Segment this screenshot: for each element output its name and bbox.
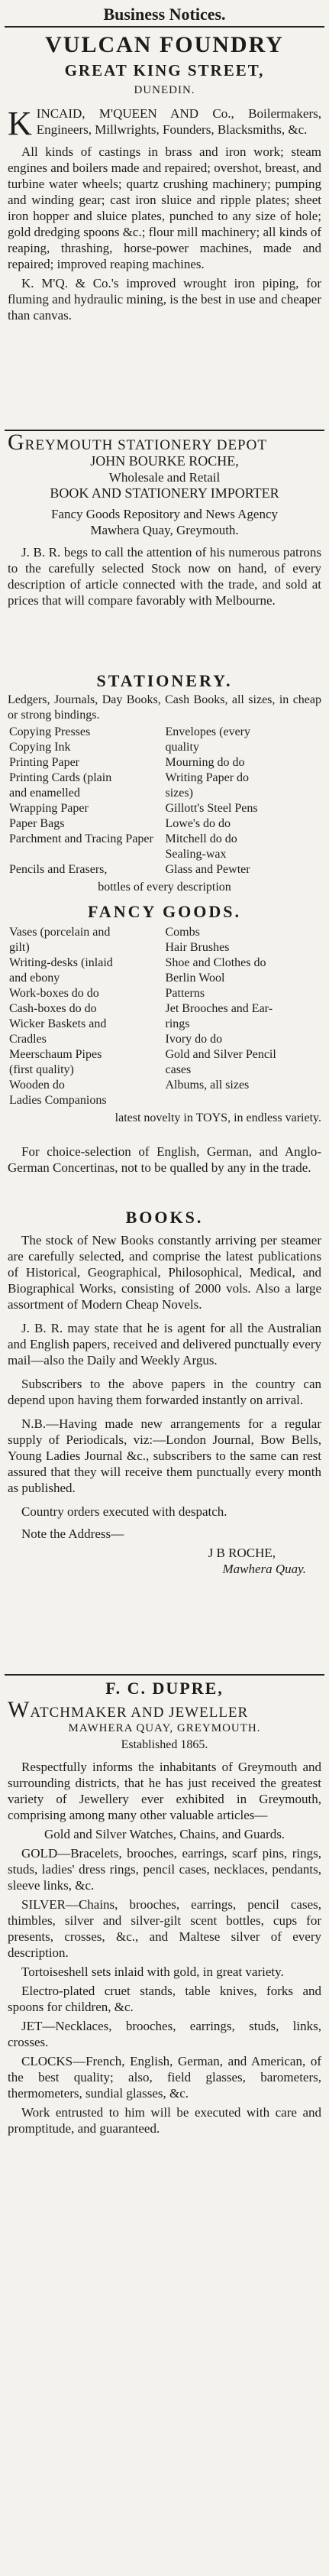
fancy-item: Writing-desks (inlaid: [9, 956, 113, 969]
stationery-row: [9, 801, 321, 816]
stationery-item: sizes): [165, 787, 193, 800]
stationery-item: Glass and Pewter: [165, 863, 250, 876]
fancy-item: Berlin Wool: [165, 972, 225, 985]
fancy-row: [9, 1032, 321, 1047]
stationery-row: [9, 847, 321, 862]
fancy-item: Cash-boxes do do: [9, 1002, 97, 1015]
dupre-silver: SILVER—Chains, brooches, earrings, pencil cases, thimbles, silver and silver-gilt scent bottles, cups for presents, crosses, &c., and Maltese silver of every description.: [8, 1897, 321, 1960]
dupre-established: Established 1865.: [121, 1738, 208, 1751]
stationery-item: quality: [165, 741, 199, 754]
dupre-watches: Gold and Silver Watches, Chains, and Guards.: [44, 1827, 285, 1841]
stationery-line3: Fancy Goods Repository and News Agency: [51, 507, 278, 521]
fancy-heading: FANCY GOODS.: [88, 902, 241, 921]
fancy-item: Ladies Companions: [9, 1094, 107, 1107]
fancy-item: rings: [165, 1017, 190, 1030]
stationery-item: Printing Paper: [9, 756, 79, 769]
papers-text: J. B. R. may state that he is agent for all the Australian and English papers, received and delivered punctually every mail—also the Daily and Weekly Argus.: [8, 1321, 321, 1367]
dupre-jet: JET—Necklaces, brooches, earrings, studs, links, crosses.: [8, 2019, 321, 2049]
dupre-trade: ATCHMAKER AND JEWELLER: [30, 1705, 249, 1721]
dupre-tortoise: Tortoiseshell sets inlaid with gold, in great variety.: [21, 1964, 284, 1979]
vulcan-title: VULCAN FOUNDRY: [45, 32, 284, 57]
fancy-row: [9, 925, 321, 940]
stationery-item: Parchment and Tracing Paper: [9, 832, 153, 845]
fancy-item: Cradles: [9, 1033, 47, 1046]
stationery-item: Copying Ink: [9, 741, 71, 754]
divider: [5, 1674, 324, 1676]
dupre-work: Work entrusted to him will be executed with care and promptitude, and guaranteed.: [8, 2105, 321, 2136]
stationery-item: Wrapping Paper: [9, 802, 89, 815]
stationery-row: [9, 755, 321, 771]
fancy-item: Patterns: [165, 987, 205, 1000]
dupre-intro: Respectfully informs the inhabitants of Greymouth and surrounding districts, that he has just received the greatest variety of Jewellery ever exhibited in Greymouth, comprising among many other valuable articles—: [8, 1760, 321, 1822]
stationery-intro: Ledgers, Journals, Day Books, Cash Books, all sizes, in cheap or strong bindings.: [8, 693, 321, 722]
fancy-item: Gold and Silver Pencil: [165, 1048, 276, 1061]
divider: [5, 430, 324, 431]
drop-cap: G: [8, 430, 25, 455]
stationery-item: Lowe's do do: [165, 817, 231, 830]
vulcan-intro: INCAID, M'QUEEN AND Co., Boilermakers, Engineers, Millwrights, Founders, Blacksmiths, &c.: [36, 106, 321, 137]
fancy-tail: latest novelty in TOYS, in endless variety.: [115, 1111, 321, 1124]
stationery-heading: STATIONERY.: [96, 671, 233, 690]
fancy-row: [9, 971, 321, 986]
stationery-row: [9, 771, 321, 786]
stationery-list: [9, 725, 321, 878]
stationery-item: Mourning do do: [165, 756, 245, 769]
dupre-advert: [8, 1697, 321, 2140]
stationery-row: [9, 786, 321, 801]
stationery-item: Gillott's Steel Pens: [165, 802, 258, 815]
fancy-item: gilt): [9, 941, 30, 954]
fancy-item: and ebony: [9, 972, 60, 985]
fancy-list: [9, 925, 321, 1108]
vulcan-advert: [8, 105, 321, 427]
fancy-item: [166, 1093, 322, 1108]
stationery-item: and enamelled: [9, 787, 80, 800]
fancy-row: [9, 1063, 321, 1078]
drop-cap: K: [8, 105, 32, 142]
stationery-notice: J. B. R. begs to call the attention of his numerous patrons to the carefully selected Stock now on hand, of every description of article connected with the trade, and sold at prices that will compare favorably with Melbourne.: [8, 545, 321, 608]
dupre-clocks: CLOCKS—French, English, German, and American, of the best quality; also, field glasses, barometers, thermometers, sundial glasses, &c.: [8, 2054, 321, 2101]
fancy-item: cases: [165, 1063, 192, 1076]
stationery-row: [9, 740, 321, 755]
fancy-row: [9, 1047, 321, 1063]
stationery-row: [9, 832, 321, 847]
books-text: The stock of New Books constantly arriving per steamer are carefully selected, and comprise the latest publications of Historical, Geographical, Philosophical, Medical, and Biographical Works, consisting of 2000 vols. Also a large assortment of Modern Cheap Novels.: [8, 1233, 321, 1312]
fancy-item: Albums, all sizes: [165, 1079, 250, 1092]
stationery-item: Writing Paper do: [165, 771, 250, 784]
stationery-item: Sealing-wax: [165, 848, 227, 861]
stationery-item: Envelopes (every: [165, 725, 251, 738]
stationery-item: Paper Bags: [9, 817, 65, 830]
country-text: Country orders executed with despatch.: [21, 1504, 227, 1519]
stationery-item: Pencils and Erasers,: [9, 863, 108, 876]
concertina-notice: [8, 1144, 321, 1179]
fancy-item: Meerschaum Pipes: [9, 1048, 102, 1061]
books-section: [8, 1232, 321, 1577]
fancy-row: [9, 1093, 321, 1108]
fancy-item: Jet Brooches and Ear-: [165, 1002, 273, 1015]
fancy-item: Shoe and Clothes do: [165, 956, 266, 969]
divider: [5, 26, 324, 28]
stationery-item: Printing Cards (plain: [9, 771, 112, 784]
stationery-header: [8, 430, 321, 612]
dupre-gold: GOLD—Bracelets, brooches, earrings, scarf pins, rings, studs, ladies' dress rings, pencil cases, necklaces, pendants, sleeve links, &c.: [8, 1846, 321, 1893]
fancy-item: Ivory do do: [165, 1033, 223, 1046]
stationery-item: Mitchell do do: [165, 832, 237, 845]
stationery-line1: Wholesale and Retail: [108, 470, 221, 485]
dupre-name: F. C. DUPRE,: [105, 1679, 224, 1698]
stationery-owner: JOHN BOURKE ROCHE,: [90, 453, 239, 469]
fancy-row: [9, 986, 321, 1001]
signature-name: J B ROCHE,: [208, 1546, 276, 1560]
fancy-item: Wicker Baskets and: [9, 1017, 107, 1030]
books-heading: BOOKS.: [125, 1208, 204, 1227]
fancy-item: Wooden do: [9, 1079, 65, 1092]
vulcan-city: DUNEDIN.: [134, 84, 195, 96]
concertina-text: For choice-selection of English, German, and Anglo-German Concertinas, not to be qualled by any in the trade.: [8, 1144, 321, 1175]
stationery-row: [9, 862, 321, 878]
signature-place: Mawhera Quay.: [222, 1562, 306, 1576]
stationery-item: Copying Presses: [9, 725, 91, 738]
drop-cap: W: [8, 1697, 31, 1722]
fancy-item: Work-boxes do do: [9, 987, 99, 1000]
stationery-tail: bottles of every description: [98, 881, 231, 894]
stationery-line2: BOOK AND STATIONERY IMPORTER: [50, 485, 279, 501]
fancy-row: [9, 1001, 321, 1017]
nb-text: N.B.—Having made new arrangements for a regular supply of Periodicals, viz:—London Journal, Bow Bells, Young Ladies Journal &c., subscribers to the same can rest assured that they will receive them punctually every month as published.: [8, 1416, 321, 1495]
stationery-line4: Mawhera Quay, Greymouth.: [90, 523, 239, 537]
fancy-item: (first quality): [9, 1063, 74, 1076]
fancy-row: [9, 1078, 321, 1093]
dupre-electro: Electro-plated cruet stands, table knives, forks and spoons for children, &c.: [8, 1984, 321, 2014]
stationery-item: [9, 847, 166, 862]
fancy-item: Hair Brushes: [165, 941, 230, 954]
dupre-address: MAWHERA QUAY, GREYMOUTH.: [68, 1722, 261, 1734]
section-title: Business Notices.: [103, 5, 226, 24]
fancy-row: [9, 1017, 321, 1032]
fancy-item: Vases (porcelain and: [9, 926, 111, 939]
vulcan-street: GREAT KING STREET,: [64, 61, 265, 79]
stationery-row: [9, 816, 321, 832]
fancy-row: [9, 940, 321, 955]
fancy-row: [9, 955, 321, 971]
stationery-row: [9, 725, 321, 740]
subscribers-text: Subscribers to the above papers in the country can depend upon having them forwarded instantly on arrival.: [8, 1377, 321, 1407]
fancy-item: Combs: [165, 926, 200, 939]
vulcan-body: All kinds of castings in brass and iron work; steam engines and boilers made and repaired; overshot, breast, and turbine water wheels; quartz crushing machinery; pumping and winding gear; cast iron sluice and ripple plates; sheet iron hopper and sluice plates, punched to any size of hole; gold dredging spoons &c.; flour mill machinery; all kinds of reaping, thrashing, horse-power machines, made and repaired; improved reaping machines.: [8, 144, 321, 271]
stationery-title: REYMOUTH STATIONERY DEPOT: [24, 437, 267, 453]
address-label: Note the Address—: [21, 1526, 124, 1541]
vulcan-body2: K. M'Q. & Co.'s improved wrought iron piping, for fluming and hydraulic mining, is the best in use and cheaper than canvas.: [8, 276, 321, 323]
